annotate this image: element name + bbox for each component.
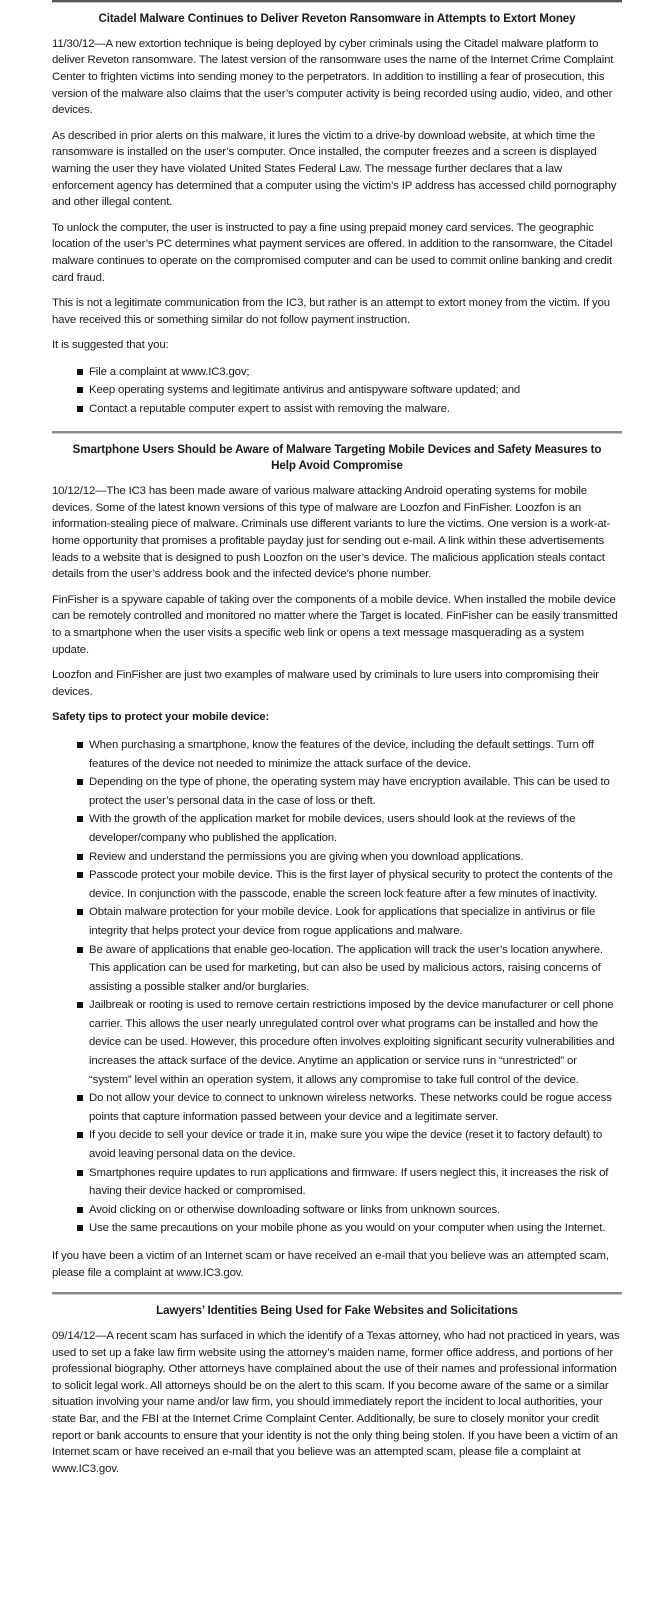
article-paragraph: 11/30/12—A new extortion technique is being deployed by cyber criminals using the Citadel malware platform to deliver Reveton ransomware. The latest version of the ransomware uses the name of the Internet Crime Complaint Center to frighten victims into sending money to the perpetrators. In addition to instilling a fear of prosecution, this version of the malware also claims that the user’s computer activity is being recorded using audio, video, and other devices. (52, 37, 614, 117)
list-item: File a complaint at www.IC3.gov; (89, 363, 622, 382)
list-item: Avoid clicking on or otherwise downloading software or links from unknown sources. (89, 1201, 622, 1220)
article-title: Citadel Malware Continues to Deliver Reveton Ransomware in Attempts to Extort Money (98, 12, 576, 25)
list-item: When purchasing a smartphone, know the features of the device, including the default settings. Turn off features of the device not needed to minimize the attack surface of the device. (89, 736, 622, 773)
list-item: Jailbreak or rooting is used to remove certain restrictions imposed by the device manufacturer or cell phone carrier. This allows the user nearly unregulated control over what programs can be installed and how the device can be used. However, this procedure often involves exploiting significant security vulnerabilities and increases the attack surface of the device. Anytime an application or service runs in “unrestricted” or “system” level within an operation system, it allows any compromise to take full control of the device. (89, 996, 622, 1089)
list-item: Keep operating systems and legitimate antivirus and antispyware software updated; and (89, 381, 622, 400)
article-paragraph: It is suggested that you: (52, 339, 169, 352)
article-paragraph: 09/14/12—A recent scam has surfaced in which the identify of a Texas attorney, who had not practiced in years, was used to set up a fake law firm website using the attorney’s maiden name, former office address, and portions of her professional biography. Other attorneys have complained about the use of their names and professional information to solicit legal work. All attorneys should be on the alert to this scam. If you become aware of the same or a similar situation involving your name and/or law firm, you should immediately report the incident to local authorities, your state Bar, and the FBI at the Internet Crime Complaint Center. Additionally, be sure to closely monitor your credit report or bank accounts to ensure that your identity is not the only thing being stolen. If you have been a victim of an Internet scam or have received an e-mail that you believe was an attempted scam, please file a complaint at www.IC3.gov. (52, 1330, 620, 1475)
list-item: With the growth of the application market for mobile devices, users should look at the reviews of the developer/company who published the application. (89, 810, 622, 847)
article-citadel-malware (52, 11, 622, 431)
article-paragraph: To unlock the computer, the user is instructed to pay a fine using prepaid money card services. The geographic location of the user’s PC determines what payment services are offered. In addition to the ransomware, the Citadel malware continues to operate on the compromised computer and can be used to commit online banking and credit card fraud. (52, 221, 613, 284)
section-divider (52, 431, 622, 434)
suggestion-list (52, 363, 622, 419)
article-title: Lawyers’ Identities Being Used for Fake Websites and Solicitations (156, 1304, 518, 1318)
list-item: Passcode protect your mobile device. This is the first layer of physical security to protect the contents of the device. In conjunction with the passcode, enable the screen lock feature after a few minutes of inactivity. (89, 866, 622, 903)
list-item: Be aware of applications that enable geo-location. The application will track the user’s location anywhere. This application can be used for marketing, but can also be used by malicious actors, raising concerns of assisting a possible stalker and/or burglaries. (89, 941, 622, 997)
safety-tips-list (52, 736, 622, 1238)
list-item: Smartphones require updates to run applications and firmware. If users neglect this, it increases the risk of having their device hacked or compromised. (89, 1164, 622, 1201)
article-smartphone-malware (52, 442, 622, 1293)
closing-paragraph: If you have been a victim of an Internet scam or have received an e-mail that you believe was an attempted scam, please file a complaint at www.IC3.gov. (52, 1250, 609, 1279)
section-divider (52, 1292, 622, 1295)
list-item: Depending on the type of phone, the operating system may have encryption available. This can be used to protect the user’s personal data in the case of loss or theft. (89, 773, 622, 810)
article-paragraph: Loozfon and FinFisher are just two examples of malware used by criminals to lure users into compromising their devices. (52, 669, 599, 698)
list-item: If you decide to sell your device or trade it in, make sure you wipe the device (reset it to factory default) to avoid leaving personal data on the device. (89, 1126, 622, 1163)
article-title: Smartphone Users Should be Aware of Malware Targeting Mobile Devices and Safety Measures to Help Avoid Compromise (72, 442, 602, 473)
article-paragraph: This is not a legitimate communication from the IC3, but rather is an attempt to extort money from the victim. If you have received this or something similar do not follow payment instruction. (52, 297, 610, 326)
list-item: Obtain malware protection for your mobile device. Look for applications that specialize in antivirus or file integrity that helps protect your device from rogue applications and malware. (89, 903, 622, 940)
safety-tips-heading: Safety tips to protect your mobile device: (52, 711, 270, 724)
list-item: Contact a reputable computer expert to assist with removing the malware. (89, 400, 622, 419)
list-item: Do not allow your device to connect to unknown wireless networks. These networks could be rogue access points that capture information passed between your device and a legitimate server. (89, 1089, 622, 1126)
list-item: Use the same precautions on your mobile phone as you would on your computer when using the Internet. (89, 1219, 622, 1238)
article-paragraph: 10/12/12—The IC3 has been made aware of various malware attacking Android operating systems for mobile devices. Some of the latest known versions of this type of malware are Loozfon and FinFisher. Loozfon is an information-stealing piece of malware. Criminals use different variants to lure the victims. One version is a work-at-home opportunity that promises a profitable payday just for sending out e-mail. A link within these advertisements leads to a website that is designed to push Loozfon on the user’s device. The malicious application steals contact details from the user’s address book and the infected device’s phone number. (52, 485, 611, 581)
article-paragraph: As described in prior alerts on this malware, it lures the victim to a drive-by download website, at which time the ransomware is installed on the user’s computer. Once installed, the computer freezes and a screen is displayed warning the user they have violated United States Federal Law. The message further declares that a law enforcement agency has determined that a computer using the victim’s IP address has accessed child pornography and other illegal content. (52, 129, 617, 209)
article-lawyers-identities (52, 1303, 622, 1488)
list-item: Review and understand the permissions you are giving when you download applications. (89, 848, 622, 867)
article-paragraph: FinFisher is a spyware capable of taking over the components of a mobile device. When installed the mobile device can be remotely controlled and monitored no matter where the Target is located. FinFisher can be easily transmitted to a smartphone when the user visits a specific web link or opens a text message masquerading as a system update. (52, 593, 618, 656)
section-divider (52, 0, 622, 3)
document-page (52, 0, 622, 1488)
